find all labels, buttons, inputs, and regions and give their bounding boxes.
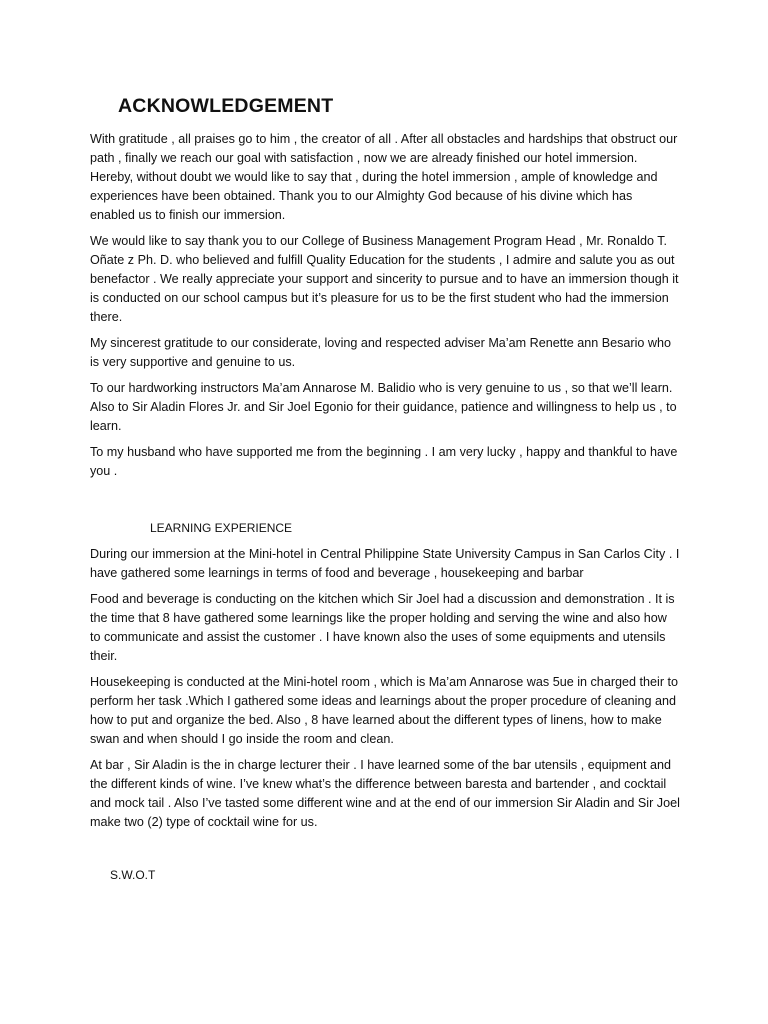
acknowledgement-paragraph-1: With gratitude , all praises go to him , the creator of all . After all obstacles and hardships that obstruct our path , finally we reach our goal with satisfaction , now we are already finished our hotel immersion. Hereby, without doubt we would like to say that , during the hotel immersion , ample of knowledge and experiences have been obtained. Thank you to our Almighty God because of his divine which has enabled us to finish our immersion. (90, 132, 678, 222)
swot-heading: S.W.O.T (110, 868, 156, 882)
document-content (90, 94, 680, 884)
learning-paragraph-2: Food and beverage is conducting on the kitchen which Sir Joel had a discussion and demonstration . It is the time that 8 have gathered some learnings like the proper holding and serving the wine and also how to communicate and assist the customer . I have known also the uses of some equipments and utensils their. (90, 592, 675, 663)
learning-paragraph-3: Housekeeping is conducted at the Mini-hotel room , which is Ma’am Annarose was 5ue in charged their to perform her task .Which I gathered some ideas and learnings about the proper procedure of cleaning and how to put and organize the bed. Also , 8 have learned about the different types of linens, how to make swan and when should I go inside the room and clean. (90, 675, 679, 746)
learning-experience-heading: LEARNING EXPERIENCE (150, 521, 293, 535)
acknowledgement-title: ACKNOWLEDGEMENT (118, 95, 334, 117)
learning-paragraph-1: During our immersion at the Mini-hotel in Central Philippine State University Campus in San Carlos City . I have gathered some learnings in terms of food and beverage , housekeeping and barbar (90, 547, 680, 580)
acknowledgement-paragraph-4: To our hardworking instructors Ma’am Annarose M. Balidio who is very genuine to us , so that we’ll learn. Also to Sir Aladin Flores Jr. and Sir Joel Egonio for their guidance, patience and willingness to help us , to learn. (90, 381, 677, 433)
learning-paragraph-4: At bar , Sir Aladin is the in charge lecturer their . I have learned some of the bar utensils , equipment and the different kinds of wine. I’ve knew what’s the difference between baresta and bartender , and cocktail and mock tail . Also I’ve tasted some different wine and at the end of our immersion Sir Aladin and Sir Joel make two (2) type of cocktail wine for us. (90, 758, 680, 829)
acknowledgement-paragraph-5: To my husband who have supported me from the beginning . I am very lucky , happy and thankful to have you . (90, 445, 678, 478)
acknowledgement-paragraph-2: We would like to say thank you to our College of Business Management Program Head , Mr. Ronaldo T. Oñate z Ph. D. who believed and fulfill Quality Education for the students , I admire and salute you as out benefactor . We really appreciate your support and sincerity to pursue and to have an immersion though it is conducted on our school campus but it’s pleasure for us to be the first student who had the immersion there. (90, 234, 679, 324)
acknowledgement-paragraph-3: My sincerest gratitude to our considerate, loving and respected adviser Ma’am Renette ann Besario who is very supportive and genuine to us. (90, 336, 672, 369)
